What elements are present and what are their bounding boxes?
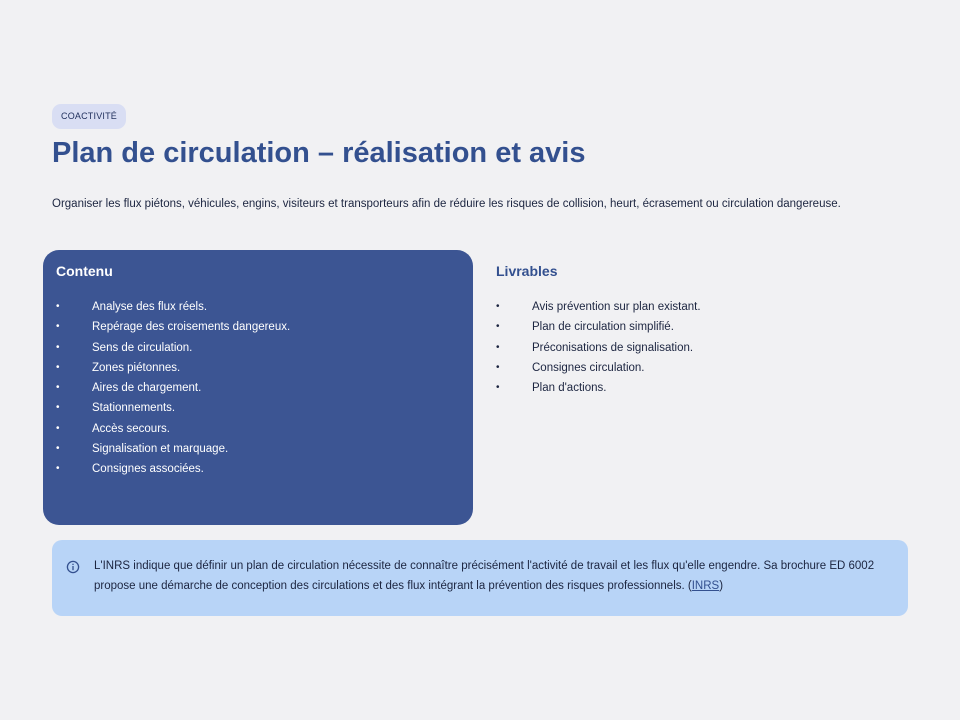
list-item-label: Zones piétonnes. [92, 361, 181, 374]
bullet-icon: • [56, 341, 60, 353]
list-item [56, 297, 290, 317]
inrs-link[interactable]: INRS [691, 580, 720, 592]
bullet-icon: • [56, 463, 60, 475]
list-item [496, 297, 701, 317]
list-item [56, 317, 290, 337]
bullet-icon: • [56, 301, 60, 312]
bullet-icon: • [496, 301, 500, 312]
contenu-list [56, 297, 290, 480]
bullet-icon: • [56, 361, 60, 373]
bullet-icon: • [56, 402, 60, 414]
bullet-icon: • [496, 321, 500, 333]
bullet-icon: • [496, 361, 500, 373]
info-callout [52, 540, 908, 616]
info-callout-end: ) [719, 580, 724, 592]
list-item-label: Préconisations de signalisation. [532, 341, 694, 354]
contenu-heading: Contenu [56, 263, 113, 279]
list-item-label: Signalisation et marquage. [92, 443, 229, 456]
list-item [496, 358, 701, 378]
list-item-label: Stationnements. [92, 402, 176, 415]
list-item-label: Plan d'actions. [532, 382, 607, 395]
livrables-list [496, 297, 701, 398]
page-title: Plan de circulation – réalisation et avis [52, 137, 586, 169]
info-callout-text [94, 556, 894, 596]
list-item [56, 459, 290, 479]
page-subtitle: Organiser les flux piétons, véhicules, engins, visiteurs et transporteurs afin de réduire les risques de collision, heurt, écrasement ou circulation dangereuse. [52, 198, 841, 210]
info-callout-body: L'INRS indique que définir un plan de circulation nécessite de connaître précisément l'activité de travail et les flux qu'elle engendre. Sa brochure ED 6002 propose une démarche de conception des circulations et des flux intégrant la prévention des risques professionnels. ( [94, 560, 875, 592]
list-item [496, 338, 701, 358]
list-item [56, 419, 290, 439]
list-item-label: Accès secours. [92, 422, 170, 435]
bullet-icon: • [56, 321, 60, 333]
list-item [56, 439, 290, 459]
list-item-label: Consignes circulation. [532, 361, 645, 374]
bullet-icon: • [496, 341, 500, 353]
bullet-icon: • [56, 382, 60, 394]
list-item [496, 317, 701, 337]
list-item-label: Sens de circulation. [92, 341, 193, 354]
list-item [56, 378, 290, 398]
info-icon [66, 560, 80, 574]
list-item-label: Consignes associées. [92, 463, 204, 476]
list-item-label: Avis prévention sur plan existant. [532, 301, 701, 313]
list-item-label: Analyse des flux réels. [92, 301, 208, 313]
list-item [56, 358, 290, 378]
category-tag: COACTIVITÉ [52, 104, 126, 129]
list-item-label: Aires de chargement. [92, 382, 202, 395]
list-item [496, 378, 701, 398]
list-item [56, 338, 290, 358]
livrables-heading: Livrables [496, 263, 558, 279]
list-item-label: Repérage des croisements dangereux. [92, 321, 291, 334]
bullet-icon: • [56, 422, 60, 434]
contenu-card [43, 250, 473, 525]
livrables-card [484, 250, 914, 525]
bullet-icon: • [56, 443, 60, 455]
list-item-label: Plan de circulation simplifié. [532, 321, 674, 334]
list-item [56, 398, 290, 418]
bullet-icon: • [496, 382, 500, 394]
